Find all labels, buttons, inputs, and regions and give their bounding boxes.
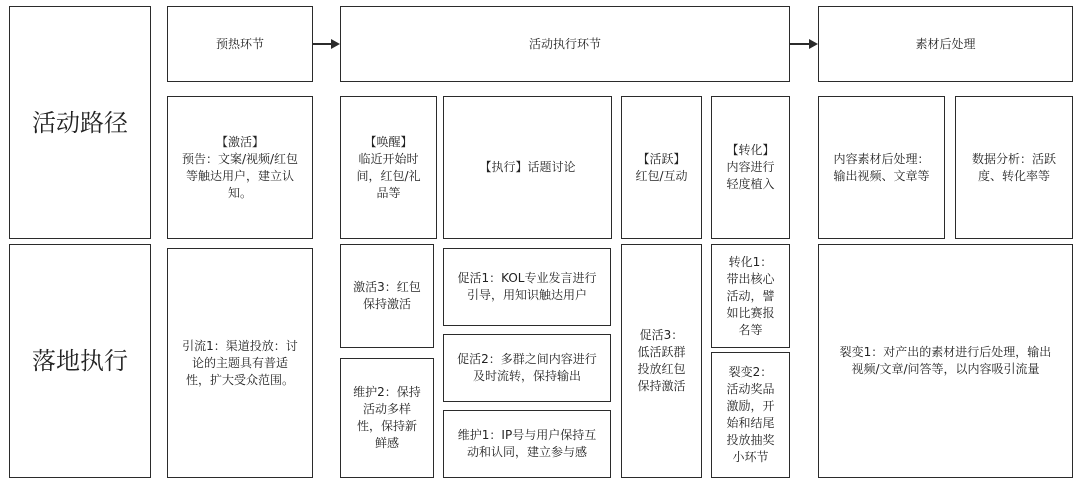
row-label-path — [9, 6, 151, 239]
path-execute-text: 【执行】话题讨论 — [479, 160, 576, 174]
exec-maintain2-text: 维护2：保持 活动多样 性，保持新 鲜感 — [353, 385, 421, 450]
exec-fission1-text: 裂变1：对产出的素材进行后处理，输出 视频/文章/问答等，以内容吸引流量 — [839, 345, 1052, 376]
exec-activate3 — [340, 244, 434, 348]
exec-maintain2 — [340, 358, 434, 478]
path-execute — [443, 96, 612, 239]
exec-convert1 — [711, 244, 790, 348]
exec-fission1 — [818, 244, 1073, 478]
exec-traffic1 — [167, 248, 313, 478]
exec-promote2 — [443, 334, 611, 402]
exec-promote1-text: 促活1：KOL专业发言进行 引导，用知识触达用户 — [457, 271, 597, 302]
phase-post-text: 素材后处理 — [915, 36, 976, 51]
path-post-process — [818, 96, 945, 239]
exec-fission2-text: 裂变2： 活动奖品 激励，开 始和结尾 投放抽奖 小环节 — [726, 365, 775, 464]
path-activate-text: 【激活】 预告：文案/视频/红包 等触达用户，建立认 知。 — [181, 134, 299, 200]
exec-activate3-text: 激活3：红包 保持激活 — [353, 280, 421, 311]
path-post-process-text: 内容素材后处理： 输出视频、文章等 — [833, 151, 930, 183]
exec-promote3 — [621, 244, 702, 478]
phase-warmup-text: 预热环节 — [215, 36, 264, 51]
path-convert-text: 【转化】 内容进行 轻度植入 — [726, 143, 775, 191]
path-active — [621, 96, 702, 239]
exec-traffic1-text: 引流1：渠道投放：讨 论的主题具有普适 性，扩大受众范围。 — [182, 338, 298, 387]
exec-maintain1 — [443, 410, 611, 478]
row-label-path-text: 活动路径 — [32, 108, 128, 137]
exec-fission2 — [711, 352, 790, 478]
phase-warmup — [167, 6, 313, 82]
path-analysis — [955, 96, 1073, 239]
exec-maintain1-text: 维护1：IP号与用户保持互 动和认同，建立参与感 — [457, 428, 597, 459]
row-label-execution-text: 落地执行 — [32, 347, 128, 375]
row-label-execution — [9, 244, 151, 478]
path-convert — [711, 96, 790, 239]
path-active-text: 【活跃】 红包/互动 — [635, 151, 688, 183]
path-activate — [167, 96, 313, 239]
phase-execution — [340, 6, 790, 82]
path-awaken — [340, 96, 437, 239]
exec-convert1-text: 转化1： 带出核心 活动，譬 如比赛报 名等 — [726, 254, 775, 337]
exec-promote3-text: 促活3： 低活跃群 投放红包 保持激活 — [637, 328, 686, 393]
path-awaken-text: 【唤醒】 临近开始时 间，红包/礼 品等 — [356, 134, 421, 200]
exec-promote2-text: 促活2：多群之间内容进行 及时流转，保持输出 — [457, 352, 597, 383]
phase-execution-text: 活动执行环节 — [528, 36, 601, 51]
phase-post — [818, 6, 1073, 82]
path-analysis-text: 数据分析：活跃 度、转化率等 — [971, 151, 1056, 183]
exec-promote1 — [443, 248, 611, 326]
